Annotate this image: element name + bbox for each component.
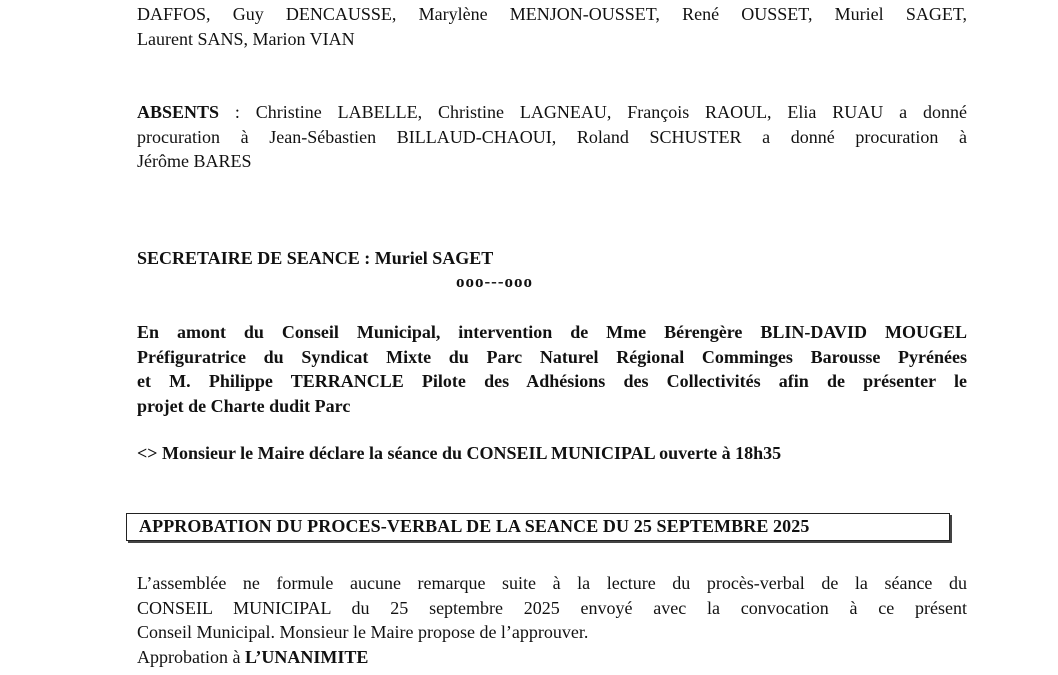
section-heading-box: [126, 513, 950, 541]
approval-line: L’assemblée ne formule aucune remarque suite à la lecture du procès-verbal de la séance du: [137, 573, 967, 593]
section-title: APPROBATION DU PROCES-VERBAL DE LA SEANCE DU 25 SEPTEMBRE 2025: [139, 516, 810, 536]
intervention-line: projet de Charte dudit Parc: [137, 395, 351, 416]
session-opening: [137, 441, 967, 466]
intervention-line: Préfiguratrice du Syndicat Mixte du Parc Naturel Régional Comminges Barousse Pyrénées: [137, 346, 967, 367]
attendees-line: Laurent SANS, Marion VIAN: [137, 28, 355, 49]
approval-line: CONSEIL MUNICIPAL du 25 septembre 2025 envoyé avec la convocation à ce présent: [137, 597, 967, 618]
attendees-list: [137, 2, 967, 51]
approval-paragraph: [137, 571, 967, 669]
separator: ooo---ooo: [456, 272, 533, 291]
attendees-line: DAFFOS, Guy DENCAUSSE, Marylène MENJON-OUSSET, René OUSSET, Muriel SAGET,: [137, 4, 967, 24]
approval-result-value: L’UNANIMITE: [244, 646, 369, 667]
absents-line: Jérôme BARES: [137, 151, 252, 171]
secretary-text: SECRETAIRE DE SEANCE : Muriel SAGET: [137, 248, 494, 268]
intervention-line: En amont du Conseil Municipal, intervention de Mme Bérengère BLIN-DAVID MOUGEL: [137, 322, 967, 342]
approval-line: Conseil Municipal. Monsieur le Maire propose de l’approuver.: [137, 622, 589, 642]
absents-label: ABSENTS: [137, 102, 220, 122]
meeting-secretary: [137, 246, 967, 271]
opening-text: <> Monsieur le Maire déclare la séance du CONSEIL MUNICIPAL ouverte à 18h35: [137, 443, 782, 463]
intervention-paragraph: [137, 320, 967, 418]
absents-line: procuration à Jean-Sébastien BILLAUD-CHAOUI, Roland SCHUSTER a donné procuration à: [137, 126, 967, 147]
approval-result: [137, 645, 967, 670]
absents-text: : Christine LABELLE, Christine LAGNEAU, François RAOUL, Elia RUAU a donné: [219, 102, 967, 122]
intervention-line: et M. Philippe TERRANCLE Pilote des Adhésions des Collectivités afin de présenter le: [137, 371, 967, 391]
approval-result-prefix: Approbation à: [137, 646, 245, 667]
absents-line: [137, 100, 967, 125]
absents-paragraph: [137, 100, 967, 174]
